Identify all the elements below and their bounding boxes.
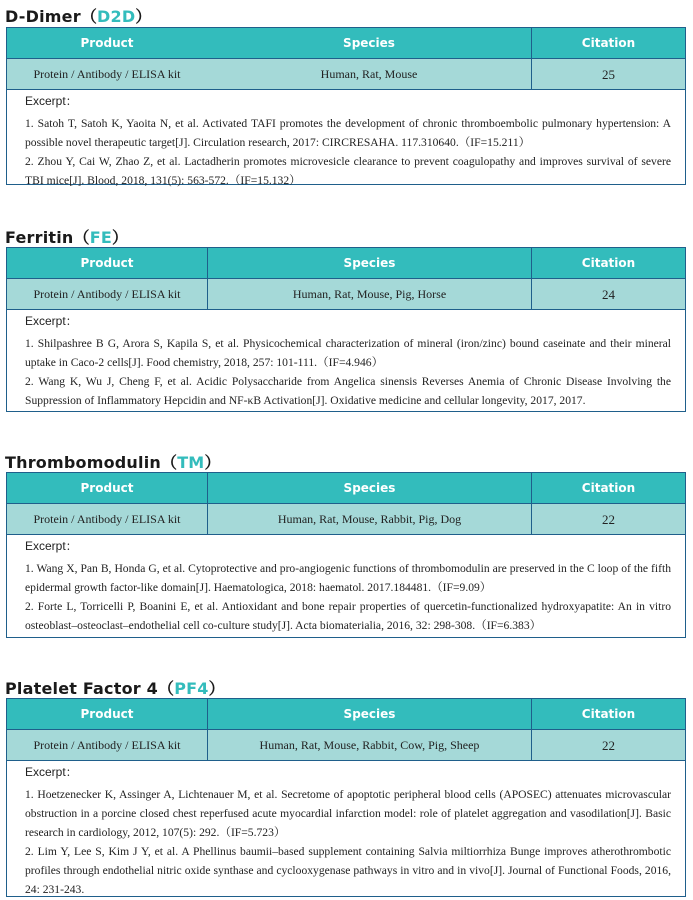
cell-product: Protein / Antibody / ELISA kit	[33, 286, 181, 301]
header-citation: Citation	[531, 28, 685, 58]
header-citation: Citation	[531, 248, 685, 278]
reference: 1. Shilpashree B G, Arora S, Kapila S, et al. Physicochemical characterization of mineral (iron/zinc) bound caseinate and their mineral uptake in Caco-2 cells[J]. Food chemistry, 2018, 257: 101-111.（IF=4.946）	[25, 337, 671, 369]
excerpt-label: Excerpt：	[25, 94, 78, 108]
cell-product: Protein / Antibody / ELISA kit	[33, 66, 181, 81]
table-header-row	[7, 473, 685, 504]
excerpt-label: Excerpt：	[25, 314, 78, 328]
product-name: Thrombomodulin	[5, 453, 161, 472]
header-species: Species	[343, 36, 395, 50]
table-header-row	[7, 248, 685, 279]
reference: 2. Wang K, Wu J, Cheng F, et al. Acidic Polysaccharide from Angelica sinensis Reverses Anemia of Chronic Disease Involving the Suppression of Inflammatory Hepcidin and NF-κB Activation[J]. Oxidative medicine and cellular longevity, 2017, 2017.	[25, 375, 671, 407]
table-header-row	[7, 28, 685, 59]
header-product: Product	[80, 256, 134, 270]
header-species: Species	[207, 699, 531, 729]
product-table	[6, 698, 686, 897]
excerpt-label: Excerpt：	[25, 765, 78, 779]
header-citation: Citation	[531, 699, 685, 729]
product-abbr: D2D	[97, 7, 136, 26]
product-name: Platelet Factor 4	[5, 679, 158, 698]
product-abbr: TM	[177, 453, 205, 472]
cell-species: Human, Rat, Mouse, Pig, Horse	[207, 279, 531, 309]
cell-product: Protein / Antibody / ELISA kit	[33, 511, 181, 526]
product-table	[6, 472, 686, 638]
excerpt-box	[7, 535, 685, 637]
reference: 1. Hoetzenecker K, Assinger A, Lichtenauer M, et al. Secretome of apoptotic peripheral blood cells (APOSEC) attenuates microvascular obstruction in a porcine closed chest reperfused acute myocardial infarction model: role of platelet aggregation and vasodilation[J]. Basic research in cardiology, 2012, 107(5): 292.（IF=5.723）	[25, 788, 671, 839]
header-product: Product	[80, 481, 134, 495]
table-row	[7, 59, 685, 90]
header-citation: Citation	[531, 473, 685, 503]
product-abbr: FE	[89, 228, 112, 247]
table-row	[7, 279, 685, 310]
cell-species: Human, Rat, Mouse, Rabbit, Cow, Pig, Sheep	[207, 730, 531, 760]
excerpt-box	[7, 761, 685, 896]
product-table	[6, 27, 686, 185]
reference: 2. Lim Y, Lee S, Kim J Y, et al. A Phellinus baumii–based supplement containing Salvia miltiorrhiza Bunge improves atherothrombotic profiles through endothelial nitric oxide synthase and cyclooxygenase pathways in vitro and in vivo[J]. Journal of Functional Foods, 2016, 24: 231-243.	[25, 845, 671, 896]
header-species: Species	[207, 473, 531, 503]
product-name: Ferritin	[5, 228, 74, 247]
cell-species: Human, Rat, Mouse	[320, 66, 418, 81]
product-abbr: PF4	[174, 679, 209, 698]
reference: 1. Wang X, Pan B, Honda G, et al. Cytoprotective and pro-angiogenic functions of thrombomodulin are preserved in the C loop of the fifth epidermal growth factor-like domain[J]. Haematologica, 2018: haematol. 2017.184481.（IF=9.09）	[25, 562, 671, 594]
cell-product: Protein / Antibody / ELISA kit	[33, 737, 181, 752]
header-product: Product	[80, 36, 134, 50]
cell-species: Human, Rat, Mouse, Rabbit, Pig, Dog	[207, 504, 531, 534]
product-name: D-Dimer	[5, 7, 81, 26]
section-title: Thrombomodulin（TM）	[5, 453, 221, 472]
reference: 2. Forte L, Torricelli P, Boanini E, et al. Antioxidant and bone repair properties of quercetin-functionalized hydroxyapatite: An in vitro osteoblast–osteoclast–endothelial cell co-culture study[J]. Acta biomaterialia, 2016, 32: 298-308.（IF=6.383）	[25, 600, 671, 632]
table-row	[7, 730, 685, 761]
table-row	[7, 504, 685, 535]
product-table	[6, 247, 686, 412]
header-species: Species	[207, 248, 531, 278]
excerpt-label: Excerpt：	[25, 539, 78, 553]
header-product: Product	[80, 707, 134, 721]
section-title: D-Dimer（D2D）	[5, 7, 152, 26]
cell-citation: 22	[531, 504, 685, 534]
reference: 1. Satoh T, Satoh K, Yaoita N, et al. Activated TAFI promotes the development of chronic thromboembolic pulmonary hypertension: A possible novel therapeutic target[J]. Circulation research, 2017: CIRCRESAHA. 117.310640.（IF=15.211）	[25, 117, 671, 149]
cell-citation: 25	[531, 59, 685, 89]
excerpt-box	[7, 90, 685, 187]
excerpt-box	[7, 310, 685, 411]
section-title: Platelet Factor 4（PF4）	[5, 679, 225, 698]
cell-citation: 24	[531, 279, 685, 309]
reference: 2. Zhou Y, Cai W, Zhao Z, et al. Lactadherin promotes microvesicle clearance to prevent coagulopathy and improves survival of severe TBI mice[J]. Blood, 2018, 131(5): 563-572.（IF=15.132）	[25, 155, 671, 187]
table-header-row	[7, 699, 685, 730]
section-title: Ferritin（FE）	[5, 228, 129, 247]
cell-citation: 22	[531, 730, 685, 760]
